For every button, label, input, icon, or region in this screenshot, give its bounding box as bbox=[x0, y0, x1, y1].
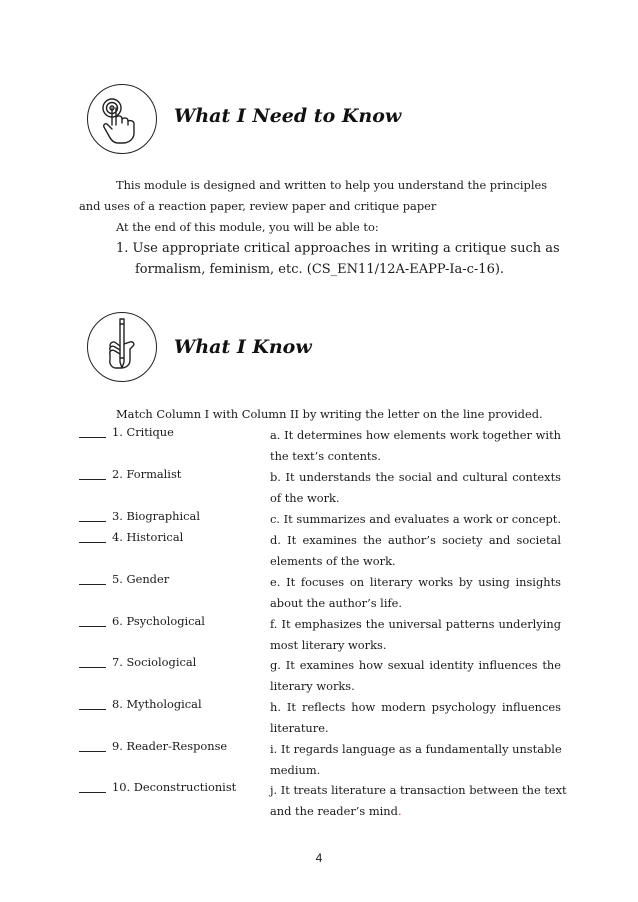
definition-line: j. It treats literature a transaction between the text bbox=[270, 783, 567, 797]
answer-line[interactable] bbox=[79, 542, 106, 543]
intro-line-1: This module is designed and written to help you understand the principles bbox=[116, 178, 548, 192]
final-period: . bbox=[397, 804, 402, 818]
definition-line: about the author’s life. bbox=[270, 596, 403, 610]
definition-line: literary works. bbox=[270, 679, 355, 693]
list-item-definition bbox=[270, 780, 567, 822]
answer-line[interactable] bbox=[79, 751, 106, 752]
list-item-term: 7. Sociological bbox=[112, 655, 197, 669]
definition-text: and the reader’s mind bbox=[270, 804, 398, 818]
definition-line: of the work. bbox=[270, 491, 340, 505]
answer-line[interactable] bbox=[79, 792, 106, 793]
list-item-definition bbox=[270, 530, 561, 572]
objective-line-2: formalism, feminism, etc. (CS_EN11/12A-EAPP-Ia-c-16). bbox=[135, 262, 505, 277]
answer-line[interactable] bbox=[79, 584, 106, 585]
list-item-term: 10. Deconstructionist bbox=[112, 780, 237, 794]
definition-line: b. It understands the social and cultural contexts bbox=[270, 470, 561, 484]
definition-line: the text’s contents. bbox=[270, 449, 381, 463]
list-item-definition bbox=[270, 614, 561, 656]
definition-line: elements of the work. bbox=[270, 554, 396, 568]
definition-line: medium. bbox=[270, 763, 321, 777]
definition-line: c. It summarizes and evaluates a work or concept. bbox=[270, 512, 561, 526]
list-item-term: 6. Psychological bbox=[112, 614, 205, 628]
list-item-definition bbox=[270, 425, 561, 467]
list-item-definition bbox=[270, 697, 561, 739]
list-item-definition bbox=[270, 655, 561, 697]
list-item-term: 3. Biographical bbox=[112, 509, 200, 523]
definition-line: h. It reflects how modern psychology influences bbox=[270, 700, 561, 714]
definition-line: a. It determines how elements work together with bbox=[270, 428, 561, 442]
list-item-definition bbox=[270, 467, 561, 509]
answer-line[interactable] bbox=[79, 521, 106, 522]
list-item-term: 1. Critique bbox=[112, 425, 174, 439]
end-of-module-line: At the end of this module, you will be able to: bbox=[116, 220, 379, 234]
list-item-term: 4. Historical bbox=[112, 530, 184, 544]
answer-line[interactable] bbox=[79, 709, 106, 710]
answer-line[interactable] bbox=[79, 479, 106, 480]
definition-line: i. It regards language as a fundamentally unstable bbox=[270, 742, 562, 756]
intro-line-2: and uses of a reaction paper, review paper and critique paper bbox=[79, 199, 437, 213]
list-item-definition bbox=[270, 572, 561, 614]
definition-line: most literary works. bbox=[270, 638, 387, 652]
answer-line[interactable] bbox=[79, 437, 106, 438]
answer-line[interactable] bbox=[79, 626, 106, 627]
answer-line[interactable] bbox=[79, 667, 106, 668]
list-item-term: 5. Gender bbox=[112, 572, 170, 586]
section-title-what-i-know: What I Know bbox=[174, 336, 312, 358]
definition-line: g. It examines how sexual identity influences the bbox=[270, 658, 561, 672]
definition-line bbox=[270, 801, 561, 822]
list-item-term: 2. Formalist bbox=[112, 467, 182, 481]
hand-pencil-icon bbox=[87, 312, 157, 382]
section-title-need-to-know: What I Need to Know bbox=[174, 105, 402, 127]
list-item-definition bbox=[270, 509, 561, 530]
hand-touch-icon bbox=[87, 84, 157, 154]
definition-line: f. It emphasizes the universal patterns underlying bbox=[270, 617, 561, 631]
list-item-definition bbox=[270, 739, 561, 781]
definition-line: literature. bbox=[270, 721, 329, 735]
list-item-term: 8. Mythological bbox=[112, 697, 202, 711]
list-item-term: 9. Reader-Response bbox=[112, 739, 228, 753]
objective-line-1: 1. Use appropriate critical approaches in writing a critique such as bbox=[116, 241, 560, 256]
page-number: 4 bbox=[315, 851, 323, 865]
instruction: Match Column I with Column II by writing the letter on the line provided. bbox=[116, 407, 543, 421]
definition-line: e. It focuses on literary works by using insights bbox=[270, 575, 561, 589]
definition-line: d. It examines the author’s society and societal bbox=[270, 533, 561, 547]
